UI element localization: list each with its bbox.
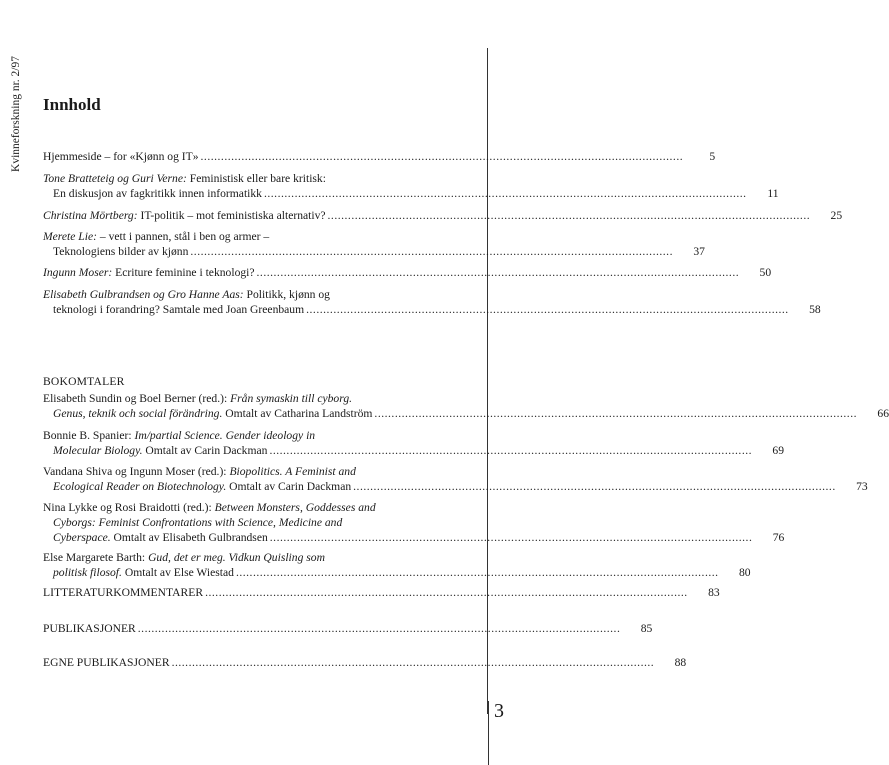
toc-entry[interactable] [43, 149, 716, 164]
toc-entry-page: 11 [767, 187, 779, 200]
dot-leader: .............................................................................................................................................. [269, 531, 753, 544]
review-reviewer: Omtalt av Carin Dackman [142, 444, 268, 457]
toc-entry-page: 25 [830, 209, 843, 222]
toc-entry[interactable] [43, 229, 705, 259]
review-title: Between Monsters, Goddesses and [214, 501, 376, 514]
review-author: Elisabeth Sundin og Boel Berner (red.): [43, 392, 231, 405]
review-title-cont: politisk filosof. [53, 566, 122, 579]
review-page: 73 [856, 480, 868, 493]
section-page: 85 [640, 622, 653, 635]
review-title-cont: Genus, teknik och social förändring. [53, 407, 223, 420]
journal-side-label-text: Kvinneforskning nr. 2/97 [10, 55, 23, 172]
dot-leader: .............................................................................................................................................. [256, 266, 740, 279]
toc-entry-title-cont: En diskusjon av fagkritikk innen informatikk [53, 187, 262, 200]
review-entry[interactable] [43, 550, 751, 580]
margin-rule-lower [488, 701, 489, 765]
dot-leader: .............................................................................................................................................. [327, 209, 811, 222]
review-reviewer: Omtalt av Elisabeth Gulbrandsen [110, 531, 268, 544]
review-entry[interactable] [43, 428, 785, 458]
dot-leader: .............................................................................................................................................. [137, 622, 621, 635]
section-page: 88 [674, 656, 687, 669]
toc-entry-author: Ingunn Moser: [43, 266, 113, 279]
review-title-cont: Molecular Biology. [53, 444, 143, 457]
toc-entry-title: Hjemmeside – for «Kjønn og IT» [43, 150, 199, 163]
toc-entry[interactable] [43, 287, 821, 317]
toc-heading: Innhold [43, 95, 101, 114]
review-title-cont: Ecological Reader on Biotechnology. [53, 480, 227, 493]
review-reviewer: Omtalt av Else Wiestad [121, 566, 234, 579]
review-author: Nina Lykke og Rosi Braidotti (red.): [43, 501, 215, 514]
review-title: Im/partial Science. Gender ideology in [134, 429, 316, 442]
section-page: 83 [708, 586, 720, 599]
toc-entry-page: 58 [809, 303, 821, 316]
toc-section-entry[interactable] [43, 585, 720, 600]
toc-entry-title: IT-politik – mot feministiska alternativ? [137, 209, 326, 222]
review-title: Biopolitics. A Feminist and [229, 465, 356, 478]
review-entry[interactable] [43, 500, 785, 545]
toc-entry[interactable] [43, 208, 843, 223]
dot-leader: .............................................................................................................................................. [205, 586, 688, 599]
review-title: Från symaskin till cyborg. [230, 392, 353, 405]
dot-leader: .............................................................................................................................................. [200, 150, 684, 163]
toc-entry-title: – vett i pannen, stål i ben og armer – [96, 230, 270, 243]
review-title-cont: Cyberspace. [53, 531, 111, 544]
toc-entry-page: 5 [709, 150, 716, 163]
review-author: Vandana Shiva og Ingunn Moser (red.): [43, 465, 230, 478]
toc-entry-page: 50 [759, 266, 772, 279]
review-author: Bonnie B. Spanier: [43, 429, 135, 442]
dot-leader: .............................................................................................................................................. [190, 245, 673, 258]
toc-entry-title-cont: teknologi i forandring? Samtale med Joan Greenbaum [53, 303, 305, 316]
toc-entry-title-cont: Teknologiens bilder av kjønn [53, 245, 189, 258]
review-page: 80 [738, 566, 751, 579]
review-title-cont: Cyborgs: Feminist Confrontations with Science, Medicine and [53, 516, 343, 529]
dot-leader: .............................................................................................................................................. [353, 480, 836, 493]
toc-entry-author: Elisabeth Gulbrandsen og Gro Hanne Aas: [43, 288, 244, 301]
toc-entry-title: Feministisk eller bare kritisk: [186, 172, 326, 185]
review-author: Else Margarete Barth: [43, 551, 149, 564]
review-reviewer: Omtalt av Carin Dackman [226, 480, 352, 493]
review-page: 69 [772, 444, 785, 457]
dot-leader: .............................................................................................................................................. [263, 187, 747, 200]
review-entry[interactable] [43, 464, 868, 494]
toc-section-entry[interactable] [43, 655, 687, 670]
review-title: Gud, det er meg. Vidkun Quisling som [148, 551, 325, 564]
toc-entry[interactable] [43, 265, 772, 280]
toc-entry-author: Merete Lie: [43, 230, 97, 243]
toc-entry-author: Christina Mörtberg: [43, 209, 138, 222]
section-label: LITTERATURKOMMENTARER [43, 586, 204, 599]
toc-entry-author: Tone Bratteteig og Guri Verne: [43, 172, 187, 185]
reviews-header: BOKOMTALER [43, 375, 125, 388]
margin-rule [487, 48, 488, 714]
review-reviewer: Omtalt av Catharina Landström [222, 407, 373, 420]
page-number: 3 [494, 700, 504, 722]
toc-section-entry[interactable] [43, 621, 653, 636]
dot-leader: .............................................................................................................................................. [374, 407, 857, 420]
toc-entry-title: Politikk, kjønn og [243, 288, 330, 301]
section-label: EGNE PUBLIKASJONER [43, 656, 170, 669]
toc-entry[interactable] [43, 171, 779, 201]
toc-entry-page: 37 [693, 245, 705, 258]
journal-side-label [6, 26, 26, 201]
dot-leader: .............................................................................................................................................. [269, 444, 753, 457]
dot-leader: .............................................................................................................................................. [171, 656, 655, 669]
toc-entry-title: Ecriture feminine i teknologi? [112, 266, 255, 279]
dot-leader: .............................................................................................................................................. [235, 566, 719, 579]
review-page: 76 [772, 531, 785, 544]
section-label: PUBLIKASJONER [43, 622, 136, 635]
review-entry[interactable] [43, 391, 889, 421]
review-page: 66 [877, 407, 889, 420]
dot-leader: .............................................................................................................................................. [306, 303, 789, 316]
